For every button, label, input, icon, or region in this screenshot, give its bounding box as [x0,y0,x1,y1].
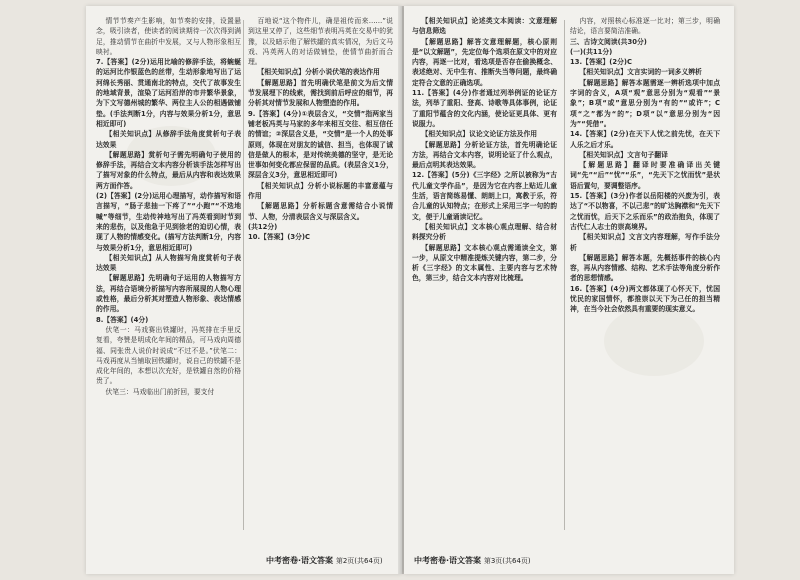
column-divider [564,20,565,530]
paragraph: 【相关知识点】议论文论证方法及作用 [421,130,538,139]
left-column-1 [96,16,241,536]
paragraph: (2)【答案】(2分)运用心理描写，动作描写和语言描写，“肠子悲抽一下疼了”“小跑”“不迭地喊”等细节，生动传神地写出了冯英看到时节到来的悲伤，以及他急于见到徐老的迫切心情，表现了人物的情感变化。(描写方法判断1分，内容与效果分析1分，意思相近即可) [96,192,241,252]
right-column-1 [412,16,557,536]
paragraph: 15.【答案】(3分)作者以岳阳楼的兴废为引，表达了“不以物喜，不以己悲”的旷达胸襟和“先天下之忧而忧，后天下之乐而乐”的政治抱负，体现了古代仁人志士的崇高境界。 [570,192,720,231]
paragraph: (一)(共11分) [570,47,613,56]
footer-page-number: 第3页(共64页) [483,557,531,565]
paragraph: 【相关知识点】文言句子翻译 [579,150,668,159]
page-footer [266,555,383,566]
paragraph: 14.【答案】(2分)在天下人忧之前先忧，在天下人乐之后才乐。 [570,130,720,149]
paragraph: 【解题思路】解答本题需逐一辨析选项中加点字词的含义，A项“观”意思分别为“观看”“景象”；B项“或”意思分别为“有的”“或许”；C项“之”都为“的”；D项“以”意思分别为“因为”“凭借”。 [570,78,720,128]
left-page [86,6,402,574]
paragraph: 12.【答案】(5分)《三字经》之所以被称为“古代儿童文学作品”，是因为它在内容上贴近儿童生活，语言简练易懂、朗朗上口，寓教于乐，符合儿童的认知特点；在形式上采用三字一句的韵文，便于儿童诵读记忆。 [412,171,557,221]
paragraph: 【相关知识点】文本核心观点理解、结合材料探究分析 [412,222,557,242]
paragraph: 【相关知识点】分析小说标题的丰富意蕴与作用 [248,181,393,201]
paragraph: 7.【答案】(2分)运用比喻的修辞手法，将蜿蜒的运河比作银蓝色的丝带，生动形象地写出了运河绵长秀丽、贯通南北的特点，交代了故事发生的地域背景，渲染了运河沿岸的市井繁华景象，为下文写德州城的繁华、两位主人公的相遇做铺垫。(手法判断1分，内容与效果分析1分，意思相近即可) [96,58,241,128]
right-column-2 [570,16,720,536]
paragraph: 【相关知识点】分析小说伏笔的表达作用 [257,68,380,77]
paragraph: 【解题思路】翻译时要准确译出关键词“先”“后”“忧”“乐”，“先天下之忧而忧”是状语后置句，要调整语序。 [570,161,720,190]
paragraph: 【解题思路】文本核心观点需通读全文，第一步，从原文中精准提炼关键内容，第二步，分析《三字经》的文本属性、主要内容与艺术特色，第三步，结合文本内容对比梳理。 [412,243,557,283]
paragraph: 【解题思路】赏析句子需先明确句子使用的修辞手法，再结合文本内容分析该手法怎样写出了描写对象的什么特点，最后从内容和表达效果两方面作答。 [96,150,241,190]
paragraph: 【相关知识点】论述类文本阅读：文意理解与信息筛选 [412,17,557,36]
left-column-2 [248,16,393,536]
paragraph: 10.【答案】(3分)C [248,233,310,242]
footer-title: 中考密卷·语文答案 [266,556,334,565]
paragraph: 【解题思路】分析标题含意需结合小说情节、人物，分清表层含义与深层含义。 [248,202,393,221]
paragraph: 【解题思路】解答文意理解题，核心原则是“以文解题”，先定位每个选项在原文中的对应内容，再逐一比对，看选项是否存在偷换概念、表述绝对、无中生有、推断失当等问题，最终确定符合文意的正确选项。 [412,37,557,87]
paragraph: 【解题思路】先明确句子运用的人物描写方法，再结合语境分析描写内容所展现的人物心理或性格，最后分析其对塑造人物形象、表达情感的作用。 [96,274,241,314]
paragraph: 情节节奏产生影响，如节奏的安排，设置悬念，吸引读者，使读者的阅读期待一次次得到满足，推动情节在曲折中发展，又与人物形象相互映衬。 [96,17,241,56]
paragraph: 13.【答案】(2分)C [570,58,632,67]
right-page [404,6,734,574]
paragraph: 8.【答案】(4分) [96,315,149,324]
page-footer [414,555,531,566]
column-divider [243,20,244,530]
paragraph: 【相关知识点】从人物描写角度赏析句子表达效果 [96,253,241,273]
paragraph: 【相关知识点】从修辞手法角度赏析句子表达效果 [96,130,241,149]
paragraph: 【解题思路】分析论证方法，首先明确论证方法，再结合文本内容，说明论证了什么观点，最后点明其表达效果。 [412,140,557,170]
paragraph: 伏笔一：马戏赛出铁罐时，冯英排在手里反复看，夸赞是明成化年间的精品，可马戏向周德福、同张贵人说价时说成“不过不是。”伏笔二：马戏再度从当铺取回铁罐时，说自己的铁罐不是成化年间的，本想以次充好，是铁罐自然的价格贵了。 [96,325,241,386]
paragraph: 伏笔三：马戏临出门前折回，要支付 [105,387,215,396]
paragraph: 11.【答案】(4分)作者通过列举例证的论证方法，列举了重阳、登高、诗歌等具体事例，论证了重阳节蕴含的文化内涵，使论证更具体、更有说服力。 [412,89,557,128]
paragraph: 百地说“这个物件儿，确是祖传而来……”说到这里又停了，这些细节表明冯英在交易中的犹豫，以及暗示他了解铁罐的真实情况，为后文马戏、冯英两人的对话做铺垫，使情节曲折而合理。 [248,17,393,67]
paragraph: 【相关知识点】文言实词的一词多义辨析 [579,68,702,77]
footer-title: 中考密卷·语文答案 [414,556,482,565]
paragraph: 【解题思路】解答本题，先概括事件的核心内容，再从内容情感、结构、艺术手法等角度分析作者的思想情感。 [570,253,720,283]
paragraph: 16.【答案】(4分)两文都体现了心怀天下，忧国忧民的家国情怀，都推崇以天下为己任的担当精神，在当今社会依然具有重要的现实意义。 [570,284,720,314]
paragraph: 三、古诗文阅读(共30分) [570,37,647,46]
paragraph: 9.【答案】(4分)①表层含义，“交情”指两家当铺老板冯英与马家的多年来相互交往、相互信任的情谊；②深层含义是，“交情”是一个人的处事原则，体现在对朋友的诚信、担当，也体现了诚信是做人的根本，是对传统美德的坚守，是无论世事如何变化都应保留的品质。(表层含义1分，深层含义3分，意思相近即可) [248,109,393,180]
footer-page-number: 第2页(共64页) [335,557,383,565]
paragraph: (共12分) [248,222,278,231]
paragraph: 【相关知识点】文言文内容理解，写作手法分析 [570,233,720,252]
paragraph: 内容，对照核心标准逐一比对；第三步，明确结论，语言要简洁准确。 [570,17,720,36]
paragraph: 【解题思路】首先明确伏笔是前文为后文情节发展埋下的线索，需找到前后呼应的细节，再分析其对情节发展和人物塑造的作用。 [248,78,393,108]
